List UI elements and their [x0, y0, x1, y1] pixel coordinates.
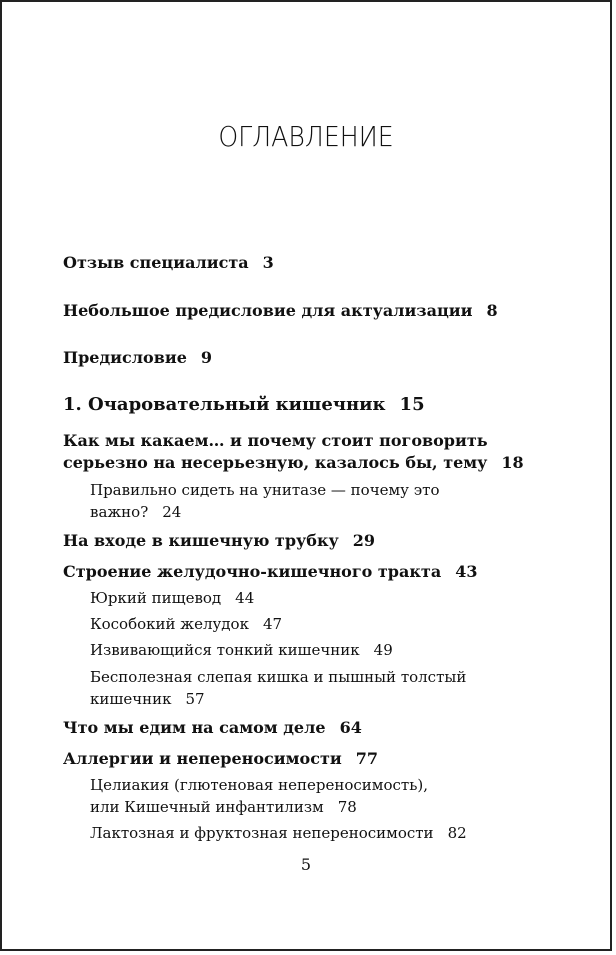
toc-entry-text: или Кишечный инфантилизм [90, 798, 324, 816]
toc-entry-text: Отзыв специалиста [63, 253, 249, 272]
toc-entry-text: На входе в кишечную трубку [63, 531, 339, 550]
toc-page-number: 57 [185, 690, 205, 708]
toc-entry-text: Как мы какаем… и почему стоит поговорить [63, 431, 488, 450]
toc-page-number: 9 [200, 348, 213, 367]
toc-entry-text: Юркий пищевод [90, 589, 222, 607]
toc-entry-text: Правильно сидеть на унитазе — почему это [90, 481, 440, 499]
toc-entry [63, 430, 570, 474]
toc-entry-text: Что мы едим на самом деле [63, 718, 326, 737]
toc-chapter [63, 394, 570, 416]
toc-entry-text: Целиакия (глютеновая непереносимость), [90, 776, 428, 794]
toc-entry-text: Небольшое предисловие для актуализации [63, 301, 473, 320]
toc-entry [63, 347, 570, 369]
toc-page-number: 8 [486, 301, 498, 320]
toc-entry-text: Извивающийся тонкий кишечник [90, 641, 360, 659]
toc-entry-text: Предисловие [63, 348, 187, 367]
toc-entry [63, 748, 570, 770]
toc-entry-text: Аллергии и непереносимости [63, 749, 342, 768]
toc-page-number: 49 [373, 641, 393, 659]
toc-page-number: 43 [455, 562, 478, 581]
toc-title: ОГЛАВЛЕНИЕ [218, 120, 394, 153]
toc-entry-text: Кособокий желудок [90, 615, 249, 633]
toc-page-number: 18 [501, 453, 524, 472]
toc-entry [63, 530, 570, 552]
toc-subentry [90, 639, 570, 661]
toc-entry [63, 561, 570, 583]
toc-page-number: 77 [355, 749, 379, 768]
toc-entry-text: кишечник [90, 690, 172, 708]
toc-page-number: 24 [162, 503, 182, 521]
toc-page-number: 64 [339, 718, 362, 737]
toc-entry-text: 1. Очаровательный кишечник [63, 394, 386, 415]
toc-subentry [90, 822, 570, 844]
toc-entry [63, 300, 570, 322]
page-number: 5 [300, 855, 312, 874]
toc-page-number: 82 [447, 824, 467, 842]
toc-page-number: 44 [235, 589, 255, 607]
toc-subentry [90, 613, 570, 635]
toc-entry-text: Бесполезная слепая кишка и пышный толстый [90, 668, 467, 686]
toc-entry [63, 717, 570, 739]
toc-page-number: 47 [262, 615, 283, 633]
toc-subentry [90, 587, 570, 609]
toc-entry-text: Лактозная и фруктозная непереносимости [90, 824, 434, 842]
toc-page-number: 3 [262, 253, 274, 272]
toc-subentry [90, 479, 570, 523]
toc-entry-text: серьезно на несерьезную, казалось бы, тему [63, 453, 488, 472]
toc-entry-text: Строение желудочно-кишечного тракта [63, 562, 442, 581]
toc-entry-text: важно? [90, 503, 149, 521]
toc-entry [63, 252, 570, 274]
toc-page-number: 29 [352, 531, 375, 550]
toc-page-number: 15 [399, 394, 425, 415]
toc-subentry [90, 774, 570, 818]
toc-subentry [90, 666, 570, 710]
toc-page-number: 78 [337, 798, 357, 816]
